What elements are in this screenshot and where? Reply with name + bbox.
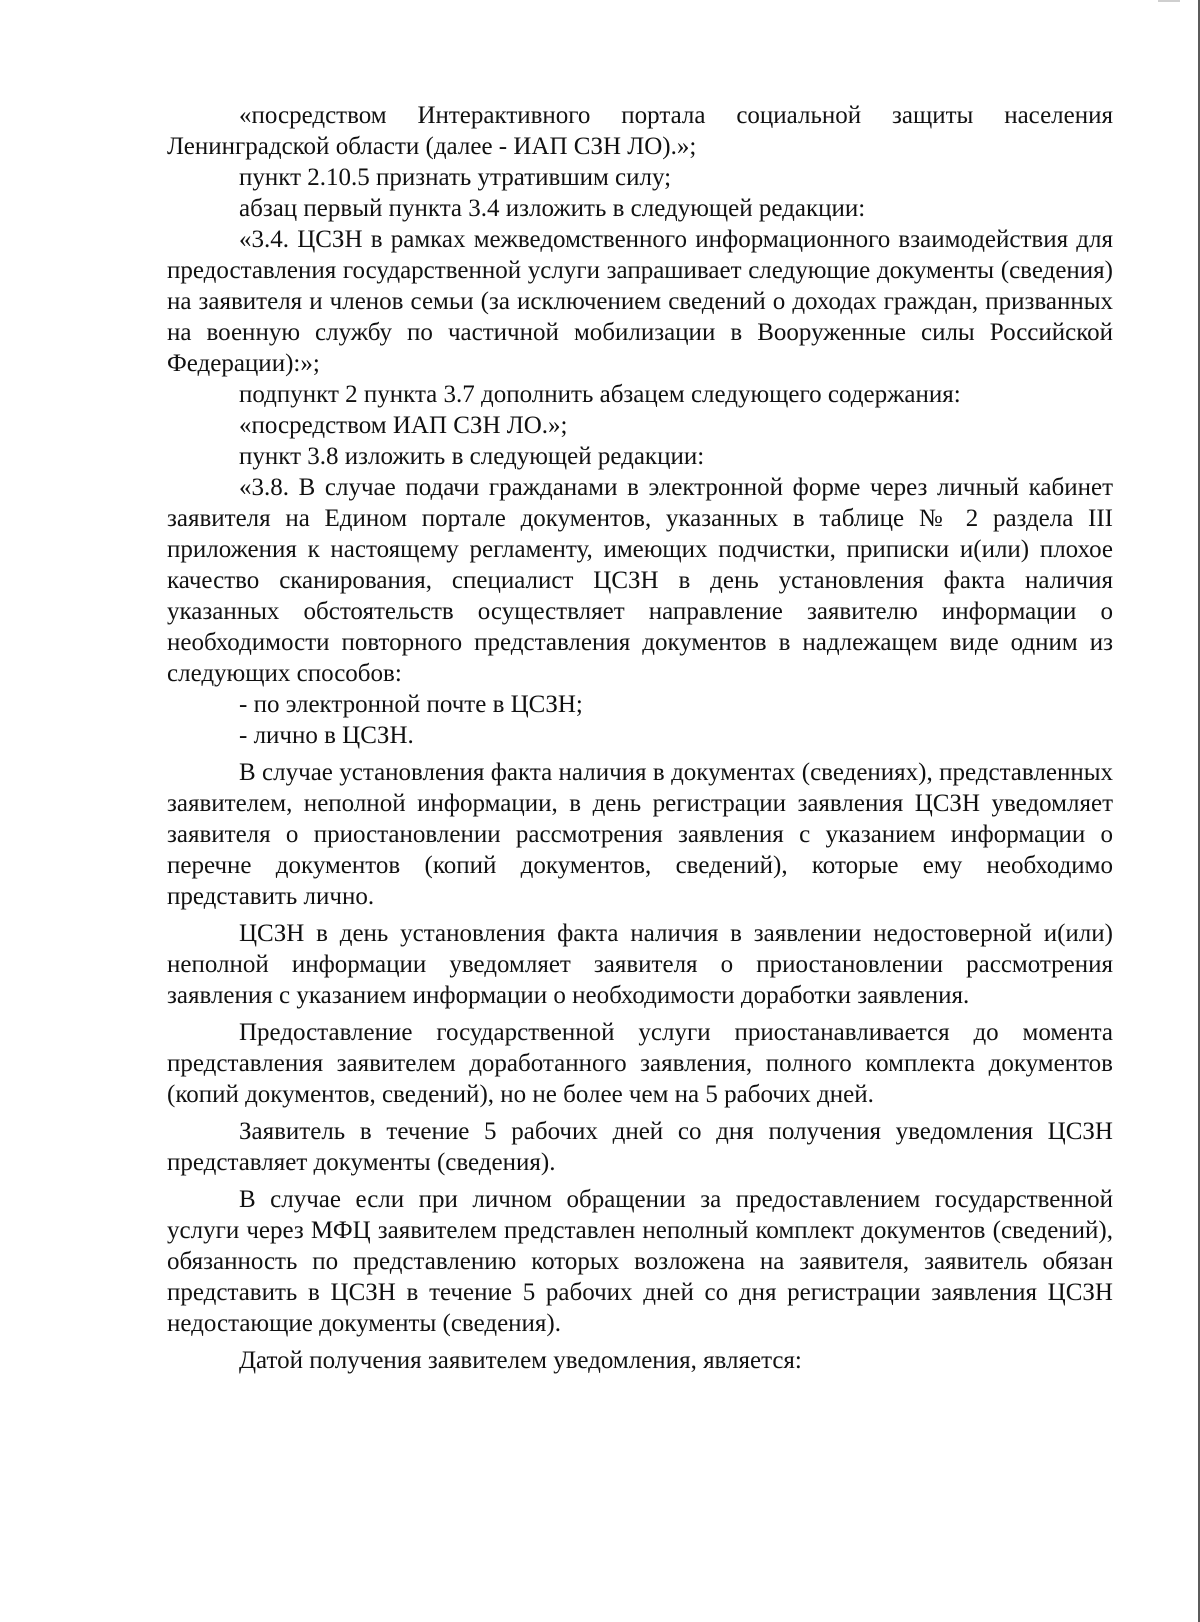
document-body xyxy=(167,100,1113,1376)
paragraph-applicant-deadline: Заявитель в течение 5 рабочих дней со дня получения уведомления ЦСЗН представляет документы (сведения). xyxy=(167,1118,1113,1176)
paragraph-3-8-intro: пункт 3.8 изложить в следующей редакции: xyxy=(239,443,705,470)
paragraph-incomplete-info: В случае установления факта наличия в документах (сведениях), представленных заявителем, неполной информации, в день регистрации заявления ЦСЗН уведомляет заявителя о приостановлении рассмотрения заявления с указанием информации о перечне документов (копий документов, сведений), которые ему необходимо представить лично. xyxy=(167,759,1113,910)
paragraph-notification-date: Датой получения заявителем уведомления, является: xyxy=(239,1347,802,1374)
paragraph-unreliable-info: ЦСЗН в день установления факта наличия в заявлении недостоверной и(или) неполной информации уведомляет заявителя о приостановлении рассмотрения заявления с указанием информации о необходимости доработки заявления. xyxy=(167,920,1113,1009)
paragraph-3-8-text: «3.8. В случае подачи гражданами в электронной форме через личный кабинет заявителя на Едином портале документов, указанных в таблице № 2 раздела III приложения к настоящему регламенту, имеющих подчистки, приписки и(или) плохое качество сканирования, специалист ЦСЗН в день установления факта наличия указанных обстоятельств осуществляет направление заявителю информации о необходимости повторного представления документов в надлежащем виде одним из следующих способов: xyxy=(167,474,1113,687)
paragraph-continuation: «посредством Интерактивного портала социальной защиты населения Ленинградской области (далее - ИАП СЗН ЛО).»; xyxy=(167,102,1113,160)
list-item-in-person: - лично в ЦСЗН. xyxy=(239,722,414,749)
paragraph-suspension: Предоставление государственной услуги приостанавливается до момента представления заявителем доработанного заявления, полного комплекта документов (копий документов, сведений), но не более чем на 5 рабочих дней. xyxy=(167,1019,1113,1108)
paragraph-3-7-text: «посредством ИАП СЗН ЛО.»; xyxy=(239,412,568,439)
list-item-email: - по электронной почте в ЦСЗН; xyxy=(239,691,583,718)
paragraph-3-7-intro: подпункт 2 пункта 3.7 дополнить абзацем следующего содержания: xyxy=(239,381,961,408)
paragraph-2-10-5: пункт 2.10.5 признать утратившим силу; xyxy=(239,164,672,191)
paragraph-mfc-incomplete: В случае если при личном обращении за предоставлением государственной услуги через МФЦ заявителем представлен неполный комплект документов (сведений), обязанность по представлению которых возложена на заявителя, заявитель обязан представить в ЦСЗН в течение 5 рабочих дней со дня регистрации заявления ЦСЗН недостающие документы (сведения). xyxy=(167,1186,1113,1337)
paragraph-3-4-intro: абзац первый пункта 3.4 изложить в следующей редакции: xyxy=(239,195,866,222)
paragraph-3-4-text: «3.4. ЦСЗН в рамках межведомственного информационного взаимодействия для предоставления государственной услуги запрашивает следующие документы (сведения) на заявителя и членов семьи (за исключением сведений о доходах граждан, призванных на военную службу по частичной мобилизации в Вооруженные силы Российской Федерации):»; xyxy=(167,226,1113,377)
page-top-mark xyxy=(1158,0,1180,2)
